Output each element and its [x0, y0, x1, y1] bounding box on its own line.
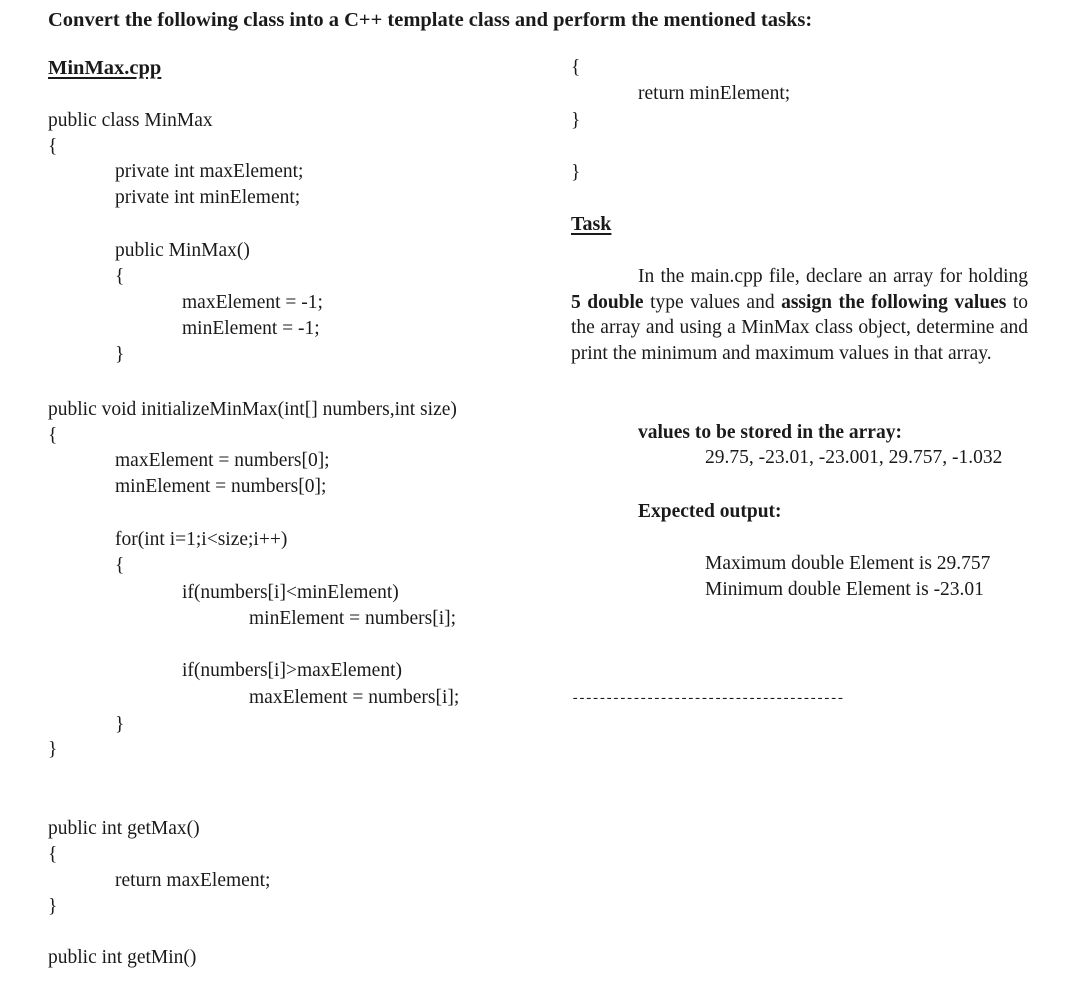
code-line: }	[115, 714, 125, 735]
task-text: In the main.cpp file, declare an array for holding	[638, 266, 1028, 287]
code-line: return minElement;	[638, 83, 791, 104]
code-line: public int getMin()	[48, 947, 197, 968]
task-text: type values and	[643, 291, 782, 313]
code-line: }	[115, 344, 125, 365]
file-name-heading: MinMax.cpp	[48, 57, 162, 79]
code-line: {	[48, 136, 58, 157]
code-line: if(numbers[i]>maxElement)	[182, 660, 403, 681]
code-line: }	[48, 896, 58, 917]
output-line: Maximum double Element is 29.757	[705, 553, 991, 574]
code-line: }	[571, 110, 581, 131]
code-line: return maxElement;	[115, 870, 271, 891]
task-text: to the array and using a MinMax class object, determine and print the minimum and maximum values in that array.	[571, 291, 1029, 364]
expected-output-heading: Expected output:	[638, 501, 782, 522]
code-line: {	[571, 57, 581, 78]
dashed-separator: ----------------------------------------	[571, 691, 844, 707]
output-line: Minimum double Element is -23.01	[705, 579, 984, 600]
code-line: public void initializeMinMax(int[] numbers,int size)	[48, 399, 457, 420]
code-line: minElement = numbers[0];	[115, 476, 327, 497]
code-line: if(numbers[i]<minElement)	[182, 582, 399, 603]
values-heading: values to be stored in the array:	[638, 422, 902, 443]
code-line: {	[115, 555, 125, 576]
code-line: public MinMax()	[115, 240, 250, 261]
code-line: public int getMax()	[48, 818, 200, 839]
code-line: maxElement = numbers[i];	[249, 687, 460, 708]
code-line: private int minElement;	[115, 187, 301, 208]
code-line: minElement = numbers[i];	[249, 608, 457, 629]
code-line: for(int i=1;i<size;i++)	[115, 529, 288, 550]
page-title: Convert the following class into a C++ template class and perform the mentioned tasks:	[48, 9, 813, 31]
task-text-bold: assign the following values	[781, 291, 1007, 313]
code-line: private int maxElement;	[115, 161, 304, 182]
task-text-bold: 5 double	[571, 291, 644, 313]
code-line: }	[48, 739, 58, 760]
code-line: maxElement = -1;	[182, 292, 323, 313]
code-line: {	[48, 425, 58, 446]
values-list: 29.75, -23.01, -23.001, 29.757, -1.032	[705, 447, 1003, 468]
code-line: {	[48, 844, 58, 865]
code-line: minElement = -1;	[182, 318, 320, 339]
code-line: maxElement = numbers[0];	[115, 450, 330, 471]
task-heading: Task	[571, 213, 612, 235]
code-line: {	[115, 266, 125, 287]
code-line: public class MinMax	[48, 110, 213, 131]
task-description	[571, 264, 1028, 366]
code-line: }	[571, 162, 581, 183]
